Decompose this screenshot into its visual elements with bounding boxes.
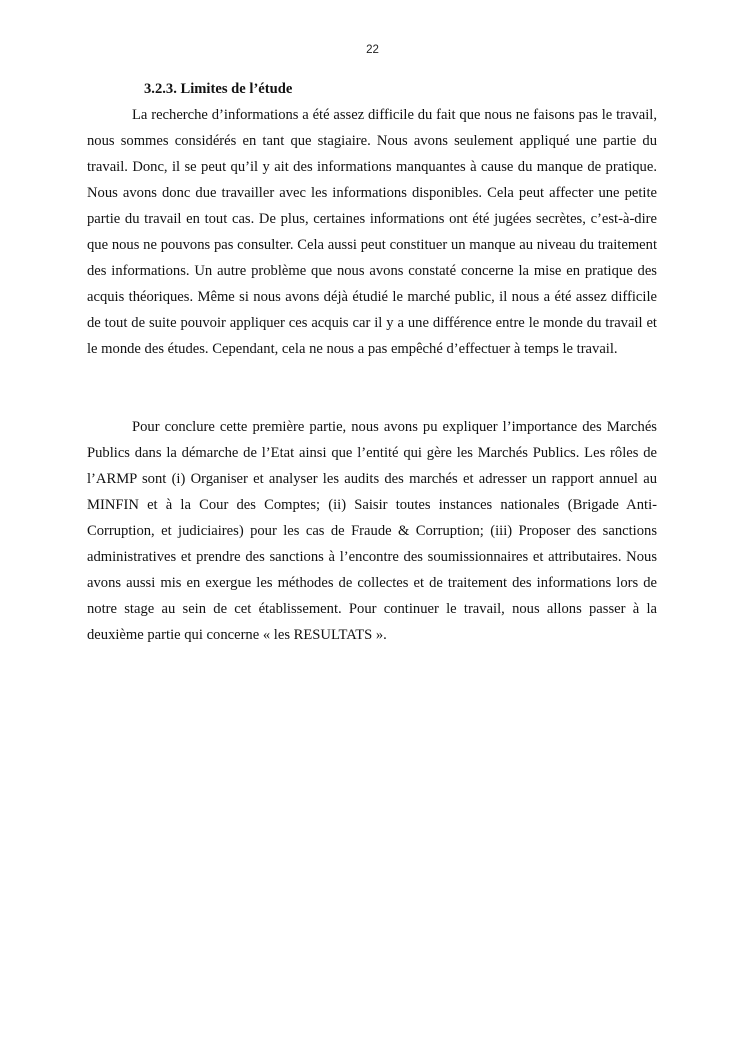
- page-number: 22: [366, 44, 379, 56]
- paragraph-limitations: La recherche d’informations a été assez difficile du fait que nous ne faisons pas le travail, nous sommes considérés en tant que stagiaire. Nous avons seulement appliqué une partie du travail. Donc, il se peut qu’il y ait des informations manquantes à cause du manque de pratique. Nous avons donc due travailler avec les informations disponibles. Cela peut affecter une petite partie du travail en tout cas. De plus, certaines informations ont été jugées secrètes, c’est-à-dire que nous ne pouvons pas consulter. Cela aussi peut constituer un manque au niveau du traitement des informations. Un autre problème que nous avons constaté concerne la mise en pratique des acquis théoriques. Même si nous avons déjà étudié le marché public, il nous a été assez difficile de tout de suite pouvoir appliquer ces acquis car il y a une différence entre le monde du travail et le monde des études. Cependant, cela ne nous a pas empêché d’effectuer à temps le travail.: [87, 107, 657, 357]
- page-content: [87, 76, 657, 648]
- paragraph-conclusion: Pour conclure cette première partie, nous avons pu expliquer l’importance des Marchés Publics dans la démarche de l’Etat ainsi que l’entité qui gère les Marchés Publics. Les rôles de l’ARMP sont (i) Organiser et analyser les audits des marchés et adresser un rapport annuel au MINFIN et à la Cour des Comptes; (ii) Saisir toutes instances nationales (Brigade Anti-Corruption, et judiciaires) pour les cas de Fraude & Corruption; (iii) Proposer des sanctions administratives et prendre des sanctions à l’encontre des soumissionnaires et attributaires. Nous avons aussi mis en exergue les méthodes de collectes et de traitement des informations lors de notre stage au sein de cet établissement. Pour continuer le travail, nous allons passer à la deuxième partie qui concerne « les RESULTATS ».: [87, 419, 657, 643]
- section-heading: 3.2.3. Limites de l’étude: [144, 81, 293, 97]
